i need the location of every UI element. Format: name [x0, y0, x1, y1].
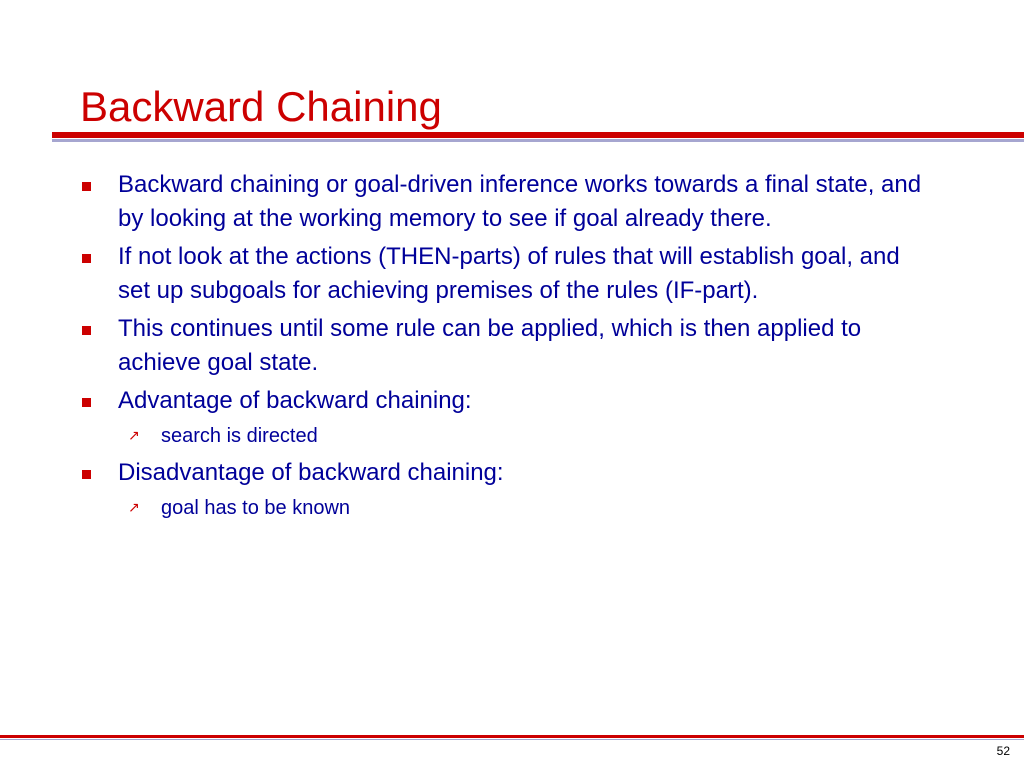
sub-bullet-text: search is directed [161, 425, 318, 447]
bullet-text: Advantage of backward chaining: [118, 387, 472, 414]
footer-divider-red [0, 735, 1024, 738]
square-bullet-icon [82, 182, 91, 191]
bullet-text: Backward chaining or goal-driven inference works towards a final state, and by looking at the working memory to see if goal already there. [118, 171, 922, 232]
title-divider-red [52, 132, 1024, 138]
square-bullet-icon [82, 254, 91, 263]
square-bullet-icon [82, 326, 91, 335]
bullet-item [78, 168, 938, 236]
bullet-item [78, 240, 938, 308]
arrow-up-right-icon: ↗ [128, 428, 140, 444]
bullet-text: If not look at the actions (THEN-parts) of rules that will establish goal, and set up subgoals for achieving premises of the rules (IF-part). [118, 243, 900, 304]
slide-body [78, 168, 938, 528]
title-divider-purple [52, 139, 1024, 142]
arrow-up-right-icon: ↗ [128, 500, 140, 516]
slide-title: Backward Chaining [80, 83, 442, 130]
bullet-text: Disadvantage of backward chaining: [118, 459, 504, 486]
sub-bullet-item [78, 422, 938, 450]
sub-bullet-text: goal has to be known [161, 497, 351, 519]
square-bullet-icon [82, 398, 91, 407]
bullet-item [78, 456, 938, 490]
bullet-item [78, 384, 938, 418]
sub-bullet-item [78, 494, 938, 522]
square-bullet-icon [82, 470, 91, 479]
page-number: 52 [996, 744, 1010, 758]
footer-divider-purple [0, 739, 1024, 740]
bullet-text: This continues until some rule can be applied, which is then applied to achieve goal state. [118, 315, 862, 376]
bullet-item [78, 312, 938, 380]
